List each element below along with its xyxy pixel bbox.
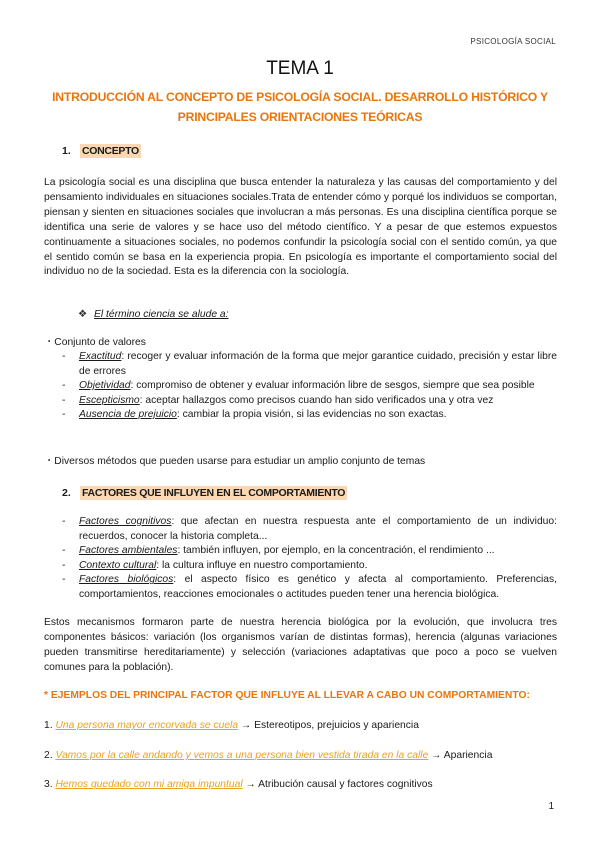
list-item: - Factores cognitivos: que afectan en nuestra respuesta ante el comportamiento de un individuo: recuerdos, conocer la historia completa...	[62, 516, 557, 542]
valores-list	[62, 350, 557, 423]
list-item: - Factores ambientales: también influyen, por ejemplo, en la concentración, el rendimiento ...	[62, 545, 495, 557]
page-number: 1	[548, 801, 554, 812]
ejemplos-title: * EJEMPLOS DEL PRINCIPAL FACTOR QUE INFLUYE AL LLEVAR A CABO UN COMPORTAMIENTO:	[44, 690, 530, 701]
mecanismos-paragraph: Estos mecanismos formaron parte de nuestra herencia biológica por la evolución, que involucra tres componentes básicos: variación (los organismos varían de distintas formas), herencia (algunas variaciones pueden transmitirse hereditariamente) y selección (variaciones adaptativas que poco a poco se vuelven comunes para la población).	[44, 617, 557, 673]
section-heading-factores	[62, 487, 347, 499]
list-item: - Ausencia de prejuicio: cambiar la propia visión, si las evidencias no son exactas.	[62, 409, 447, 421]
section-heading-concepto	[62, 145, 141, 157]
section-number: 1.	[62, 145, 71, 157]
intro-paragraph: La psicología social es una disciplina que busca entender la naturaleza y las causas del comportamiento y del pensamiento individuales en situaciones sociales.Trata de entender cómo y porqué los individuos se comportan, piensan y sienten en situaciones sociales que involucran a más personas. Es una disciplina científica porque se identifica una serie de valores y se hace uso del método científico. Y a pesar de que estemos expuestos continuamente a situaciones sociales, no podemos confundir la psicología social con el sentido común, ya que el sentido común se basa en la experiencia propia. En psicología es importante el comportamiento social del individuo no de la sociedad. Esta es la diferencia con la sociología.	[44, 177, 557, 278]
section-number: 2.	[62, 487, 71, 499]
running-header: PSICOLOGÍA SOCIAL	[470, 37, 556, 46]
list-item: - Escepticismo: aceptar hallazgos como precisos cuando han sido verificados una y otra vez	[62, 394, 494, 406]
section-title: FACTORES QUE INFLUYEN EN EL COMPORTAMIENTO	[82, 487, 346, 499]
ejemplo-item: 3. Hemos quedado con mi amiga impuntual → Atribución causal y factores cognitivos	[44, 779, 433, 790]
page-subtitle: INTRODUCCIÓN AL CONCEPTO DE PSICOLOGÍA SOCIAL. DESARROLLO HISTÓRICO Y PRINCIPALES ORIENTACIONES TEÓRICAS	[52, 90, 548, 124]
valores-intro: ・Conjunto de valores	[44, 337, 146, 348]
list-item: - Exactitud: recoger y evaluar información de la forma que mejor garantice cuidado, precisión y estar libre de errores	[62, 351, 557, 377]
list-item: - Contexto cultural: la cultura influye en nuestro comportamiento.	[62, 559, 368, 571]
list-item: - Objetividad: compromiso de obtener y evaluar información libre de sesgos, siempre que sea posible	[62, 380, 535, 392]
metodos-line: ・Diversos métodos que pueden usarse para estudiar un amplio conjunto de temas	[44, 456, 426, 467]
ciencia-bullet	[78, 308, 229, 320]
section-title: CONCEPTO	[82, 145, 139, 157]
factores-list	[62, 515, 557, 603]
ejemplo-item: 2. Vamos por la calle andando y vemos a una persona bien vestida tirada en la calle → Apariencia	[44, 750, 493, 761]
ejemplo-item: 1. Una persona mayor encorvada se cuela → Estereotipos, prejuicios y apariencia	[44, 720, 419, 731]
ciencia-bullet-text: El término ciencia se alude a:	[94, 309, 229, 320]
page-title: TEMA 1	[266, 58, 334, 79]
diamond-bullet-icon: ❖	[78, 309, 88, 320]
list-item: - Factores biológicos: el aspecto físico es genético y afecta al comportamiento. Preferencias, comportamientos, reacciones emocionales o actitudes pueden tener una herencia biológica.	[62, 574, 558, 600]
